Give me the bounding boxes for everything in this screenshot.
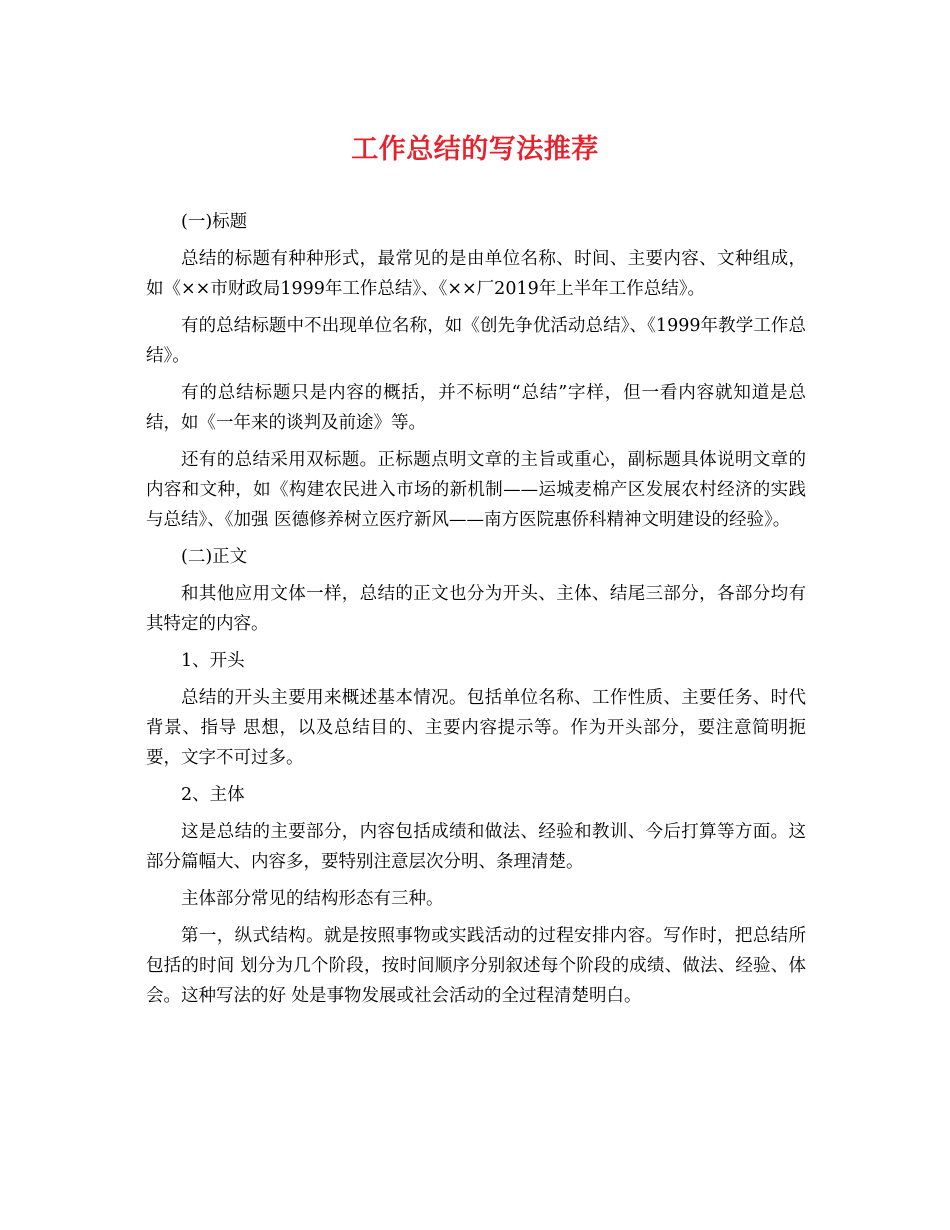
section-heading: (一)标题 <box>181 212 248 232</box>
paragraph: 有的总结标题中不出现单位名称，如《创先争优活动总结》、《1999年教学工作总结》。 <box>146 316 806 366</box>
paragraph: 这是总结的主要部分，内容包括成绩和做法、经验和教训、今后打算等方面。这部分篇幅大、内容多，要特别注意层次分明、条理清楚。 <box>146 822 806 872</box>
paragraph: 和其他应用文体一样，总结的正文也分为开头、主体、结尾三部分，各部分均有其特定的内容。 <box>146 584 806 634</box>
paragraph: 总结的开头主要用来概述基本情况。包括单位名称、工作性质、主要任务、时代背景、指导 思想，以及总结目的、主要内容提示等。作为开头部分，要注意简明扼要，文字不可过多。 <box>146 688 806 768</box>
paragraph: 有的总结标题只是内容的概括，并不标明“总结”字样，但一看内容就知道是总结，如《一年来的谈判及前途》等。 <box>146 383 806 433</box>
document-title: 工作总结的写法推荐 <box>351 134 599 165</box>
document-body <box>146 207 806 1018</box>
section-heading: (二)正文 <box>181 547 248 567</box>
paragraph: 主体部分常见的结构形态有三种。 <box>181 889 444 909</box>
subsection-heading: 1、开头 <box>181 651 245 671</box>
subsection-heading: 2、主体 <box>181 785 245 805</box>
paragraph: 总结的标题有种种形式，最常见的是由单位名称、时间、主要内容、文种组成，如《××市财政局1999年工作总结》、《××厂2019年上半年工作总结》。 <box>146 249 806 299</box>
paragraph: 还有的总结采用双标题。正标题点明文章的主旨或重心，副标题具体说明文章的内容和文种，如《构建农民进入市场的新机制——运城麦棉产区发展农村经济的实践与总结》、《加强 医德修养树立医疗新风——南方医院惠侨科精神文明建设的经验》。 <box>146 450 806 530</box>
paragraph: 第一，纵式结构。就是按照事物或实践活动的过程安排内容。写作时，把总结所包括的时间 划分为几个阶段，按时间顺序分别叙述每个阶段的成绩、做法、经验、体会。这种写法的好 处是事物发展或社会活动的全过程清楚明白。 <box>146 926 806 1006</box>
